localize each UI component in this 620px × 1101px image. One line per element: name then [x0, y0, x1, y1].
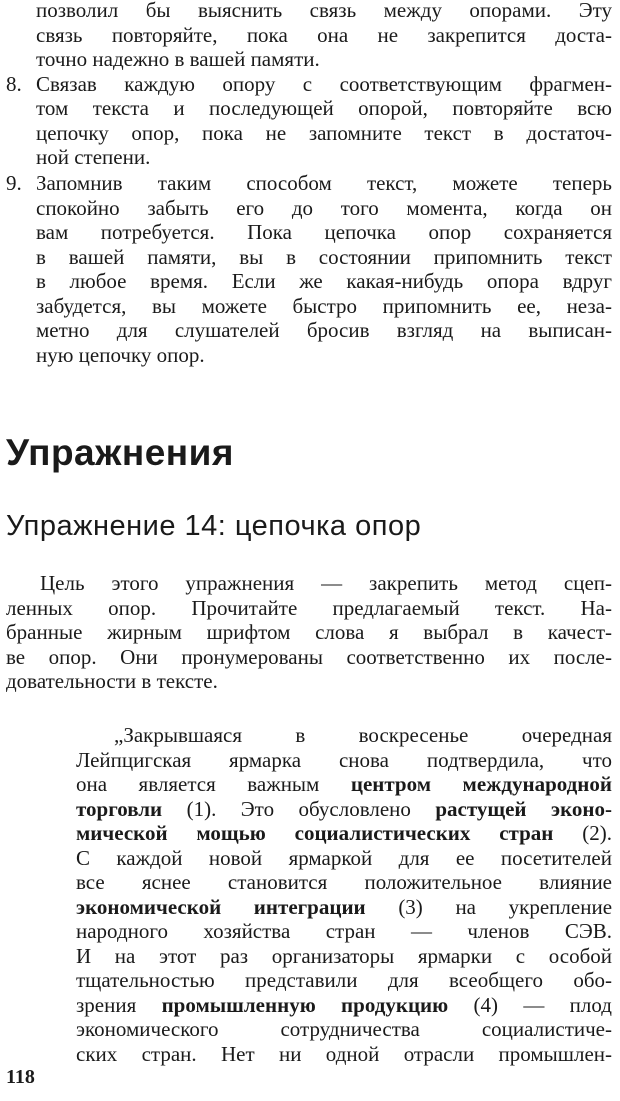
text-line: ную цепочку опор. — [36, 342, 205, 367]
quote-line: Лейпцигская ярмарка снова подтвердила, что — [76, 747, 612, 772]
text-line: довательности в тексте. — [6, 669, 218, 693]
quote-line — [76, 772, 612, 797]
quote-text: (2). — [553, 821, 612, 845]
quote-line — [76, 797, 612, 822]
quote-line: экономического сотрудничества социалистиче- — [76, 1017, 612, 1041]
text-line: цепочку опор, пока не запомните текст в достаточ- — [36, 120, 612, 145]
text-line: метно для слушателей бросив взгляд на выписан- — [36, 318, 612, 342]
quote-line — [76, 895, 612, 920]
quote-line: „Закрывшаяся в воскресенье очередная — [114, 723, 612, 747]
anchor-word-3: экономической интеграции — [76, 894, 366, 919]
quote-line: все яснее становится положительное влияние — [76, 870, 612, 894]
text-line: точно надежно в вашей памяти. — [36, 47, 320, 71]
text-line: Цель этого упражнения — закрепить метод сцеп- — [40, 571, 612, 595]
text-line: спокойно забыть его до того момента, когда он — [36, 195, 612, 220]
text-line: связь повторяйте, пока она не закрепится доста- — [36, 22, 612, 47]
quote-text: (3) на укрепление — [365, 894, 613, 919]
quote-line: И на этот раз организаторы ярмарки с особой — [76, 943, 612, 968]
quote-line — [76, 993, 612, 1018]
text-line: забудется, вы можете быстро припомнить ее, неза- — [36, 293, 612, 318]
quote-text: зрения — [76, 992, 162, 1017]
quote-line: С каждой новой ярмаркой для ее посетителей — [76, 845, 612, 870]
text-line: ленных опор. Прочитайте предлагаемый текст. На- — [6, 595, 612, 620]
text-line: том текста и последующей опорой, повторяйте всю — [36, 96, 612, 120]
list-number: 8. — [6, 71, 22, 96]
anchor-word-1: центром международной — [350, 772, 612, 796]
page-number: 118 — [6, 1066, 35, 1088]
quote-text: (1). Это обусловлено — [162, 796, 436, 821]
quote-line: народного хозяйства стран — членов СЭВ. — [76, 919, 612, 943]
text-line: Связав каждую опору с соответствующим фрагмен- — [36, 71, 612, 96]
quote-text: она является важным — [76, 772, 351, 796]
quote-line: тщательностью представили для всеобщего обо- — [76, 968, 612, 992]
anchor-word-2: растущей эконо- — [435, 796, 612, 821]
text-line: в любое время. Если же какая-нибудь опора вдруг — [36, 269, 612, 293]
text-line: ве опор. Они пронумерованы соответственно их после- — [6, 644, 612, 669]
anchor-word-4: промышленную продукцию — [161, 992, 449, 1017]
text-line: ной степени. — [36, 145, 151, 169]
list-number: 9. — [6, 171, 22, 195]
anchor-word-1: торговли — [76, 796, 163, 821]
quote-line: ских стран. Нет ни одной отрасли промышлен- — [76, 1041, 612, 1066]
text-line: позволил бы выяснить связь между опорами. Эту — [36, 0, 612, 22]
anchor-word-2: мической мощью социалистических стран — [76, 821, 554, 845]
quote-text: (4) — плод — [448, 992, 612, 1017]
exercise-heading: Упражнение 14: цепочка опор — [6, 510, 422, 542]
text-line: вам потребуется. Пока цепочка опор сохраняется — [36, 220, 612, 244]
quote-line — [76, 821, 612, 846]
section-heading: Упражнения — [6, 432, 234, 473]
text-line: Запомнив таким способом текст, можете теперь — [36, 171, 612, 195]
text-line: в вашей памяти, вы в состоянии припомнить текст — [36, 244, 612, 269]
text-line: бранные жирным шрифтом слова я выбрал в качест- — [6, 620, 612, 644]
